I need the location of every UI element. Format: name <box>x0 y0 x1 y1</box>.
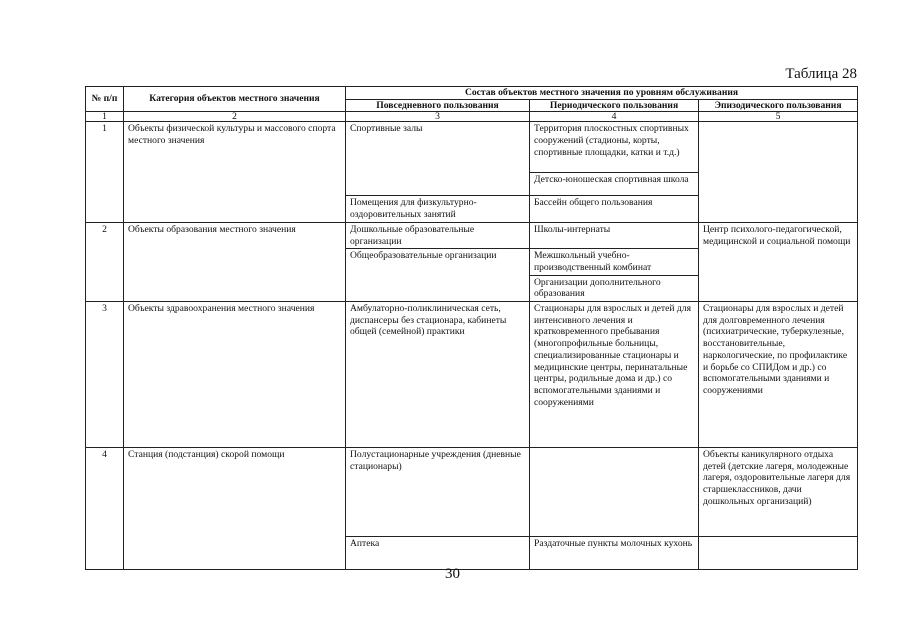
header-num: № п/п <box>86 87 124 112</box>
periodic-cell: Организации дополнительного образования <box>530 275 699 301</box>
daily-cell: Помещения для физкультурно-оздоровительных занятий <box>346 196 530 222</box>
daily-cell: Полустационарные учреждения (дневные стационары) <box>346 448 530 537</box>
periodic-cell: Школы-интернаты <box>530 222 699 248</box>
header-episodic: Эпизодического пользования <box>699 99 858 112</box>
index-cell: 4 <box>530 112 699 122</box>
episodic-cell: Стационары для взрослых и детей для долговременного лечения (психиатрические, туберкулезные, восстановительные, наркологические, по профилактике и борьбе со СПИДом и др.) со вспомогательными зданиями и сооружениями <box>699 302 858 448</box>
daily-cell: Дошкольные образовательные организации <box>346 222 530 248</box>
row-number: 3 <box>86 302 124 448</box>
episodic-cell <box>699 122 858 222</box>
row-number: 1 <box>86 122 124 222</box>
index-cell: 2 <box>124 112 346 122</box>
periodic-cell: Стационары для взрослых и детей для интенсивного лечения и кратковременного пребывания (многопрофильные больницы, специализированные стационары и медицинские центры, перинатальные центры, родильные дома и др.) со вспомогательными зданиями и сооружениями <box>530 302 699 448</box>
row-category: Объекты образования местного значения <box>124 222 346 301</box>
header-daily: Повседневного пользования <box>346 99 530 112</box>
header-periodic: Периодического пользования <box>530 99 699 112</box>
row-category: Объекты физической культуры и массового спорта местного значения <box>124 122 346 222</box>
daily-cell: Аптека <box>346 537 530 570</box>
index-cell: 3 <box>346 112 530 122</box>
row-category: Объекты здравоохранения местного значения <box>124 302 346 448</box>
periodic-cell: Детско-юношеская спортивная школа <box>530 173 699 196</box>
periodic-cell <box>530 448 699 537</box>
periodic-cell: Территория плоскостных спортивных сооружений (стадионы, корты, спортивные площадки, катки и т.д.) <box>530 122 699 173</box>
index-cell: 1 <box>86 112 124 122</box>
row-category: Станция (подстанция) скорой помощи <box>124 448 346 570</box>
episodic-cell: Объекты каникулярного отдыха детей (детские лагеря, молодежные лагеря, оздоровительные лагеря для старшеклассников, дачи дошкольных организаций) <box>699 448 858 537</box>
daily-cell: Спортивные залы <box>346 122 530 196</box>
daily-cell: Общеобразовательные организации <box>346 249 530 302</box>
header-composition: Состав объектов местного значения по уровням обслуживания <box>346 87 858 100</box>
page-number: 30 <box>445 566 460 582</box>
periodic-cell: Межшкольный учебно-производственный комбинат <box>530 249 699 275</box>
row-number: 4 <box>86 448 124 570</box>
index-cell: 5 <box>699 112 858 122</box>
episodic-cell <box>699 537 858 570</box>
episodic-cell: Центр психолого-педагогической, медицинской и социальной помощи <box>699 222 858 301</box>
table-caption: Таблица 28 <box>785 66 857 82</box>
periodic-cell: Раздаточные пункты молочных кухонь <box>530 537 699 570</box>
periodic-cell: Бассейн общего пользования <box>530 196 699 222</box>
row-number: 2 <box>86 222 124 301</box>
daily-cell: Амбулаторно-поликлиническая сеть, диспансеры без стационара, кабинеты общей (семейной) практики <box>346 302 530 448</box>
header-category: Категория объектов местного значения <box>124 87 346 112</box>
objects-table <box>85 86 858 570</box>
